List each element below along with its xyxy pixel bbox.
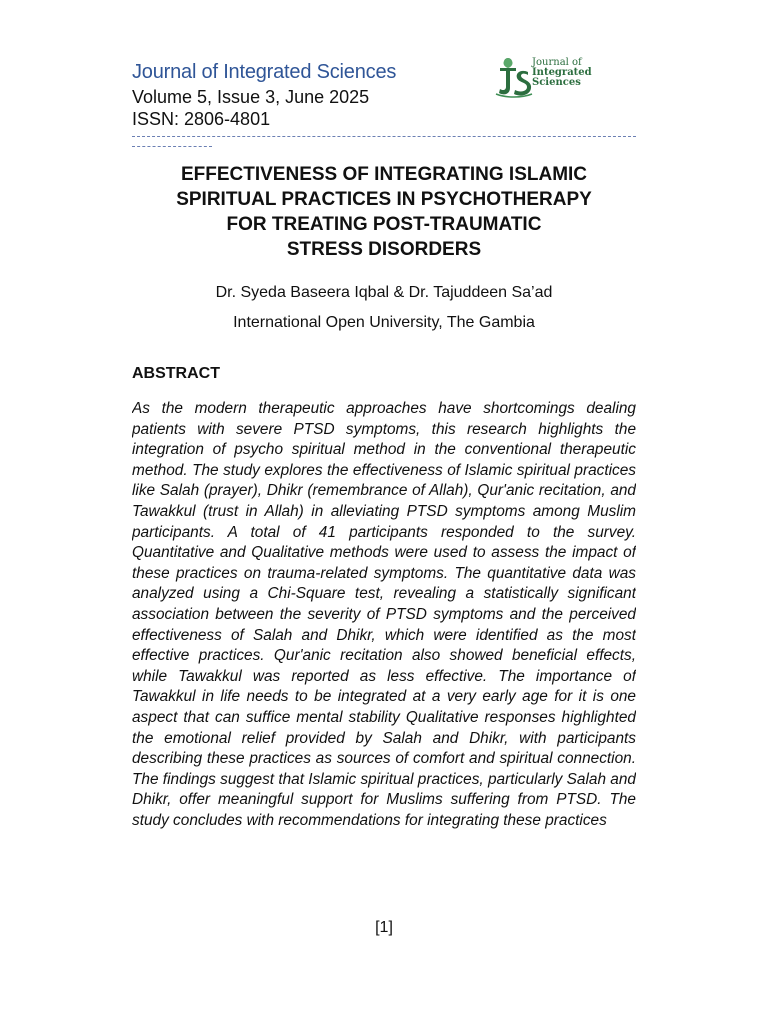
journal-logo-icon <box>494 54 534 98</box>
title-line: FOR TREATING POST-TRAUMATIC <box>226 214 542 235</box>
header-divider <box>132 136 636 137</box>
journal-name: Journal of Integrated Sciences <box>132 61 397 83</box>
journal-logo <box>494 54 612 98</box>
paper-affiliation: International Open University, The Gambia <box>233 314 535 331</box>
logo-text-line: Integrated <box>532 67 592 78</box>
header-divider-short <box>132 146 212 147</box>
abstract-text: As the modern therapeutic approaches have shortcomings dealing patients with severe PTSD symptoms, this research highlights the integration of psycho spiritual method in the conventional therapeutic method. The study explores the effectiveness of Islamic spiritual practices like Salah (prayer), Dhikr (remembrance of Allah), Qur'anic recitation, and Tawakkul (trust in Allah) in alleviating PTSD symptoms among Muslim participants. A total of 41 participants responded to the survey. Quantitative and Qualitative methods were used to assess the impact of these practices on trauma-related symptoms. The quantitative data was analyzed using a Chi-Square test, revealing a statistically significant association between the severity of PTSD symptoms and the perceived effectiveness of Salah and Dhikr, which were identified as the most effective practices. Qur'anic recitation also showed beneficial effects, while Tawakkul was reported as less effective. The importance of Tawakkul in life needs to be integrated at a very early age for it is one aspect that can suffice mental stability Qualitative responses highlighted the emotional relief provided by Salah and Dhikr, with participants describing these practices as sources of comfort and spiritual connection. The findings suggest that Islamic spiritual practices, particularly Salah and Dhikr, offer meaningful support for Muslims suffering from PTSD. The study concludes with recommendations for integrating these practices <box>132 400 636 829</box>
page-number: [1] <box>375 919 393 936</box>
paper-title <box>132 162 636 262</box>
paper-authors: Dr. Syeda Baseera Iqbal & Dr. Tajuddeen Sa’ad <box>215 284 553 301</box>
title-line: EFFECTIVENESS OF INTEGRATING ISLAMIC <box>180 164 588 185</box>
logo-text-line: Sciences <box>532 77 581 88</box>
issn-line: ISSN: 2806-4801 <box>132 109 271 129</box>
journal-header <box>132 58 492 130</box>
title-line: SPIRITUAL PRACTICES IN PSYCHOTHERAPY <box>176 189 592 210</box>
logo-text-line: Journal of <box>532 57 582 68</box>
journal-logo-text <box>532 58 592 88</box>
title-line: STRESS DISORDERS <box>286 239 482 260</box>
abstract-heading: ABSTRACT <box>132 365 220 382</box>
volume-line: Volume 5, Issue 3, June 2025 <box>132 87 370 107</box>
